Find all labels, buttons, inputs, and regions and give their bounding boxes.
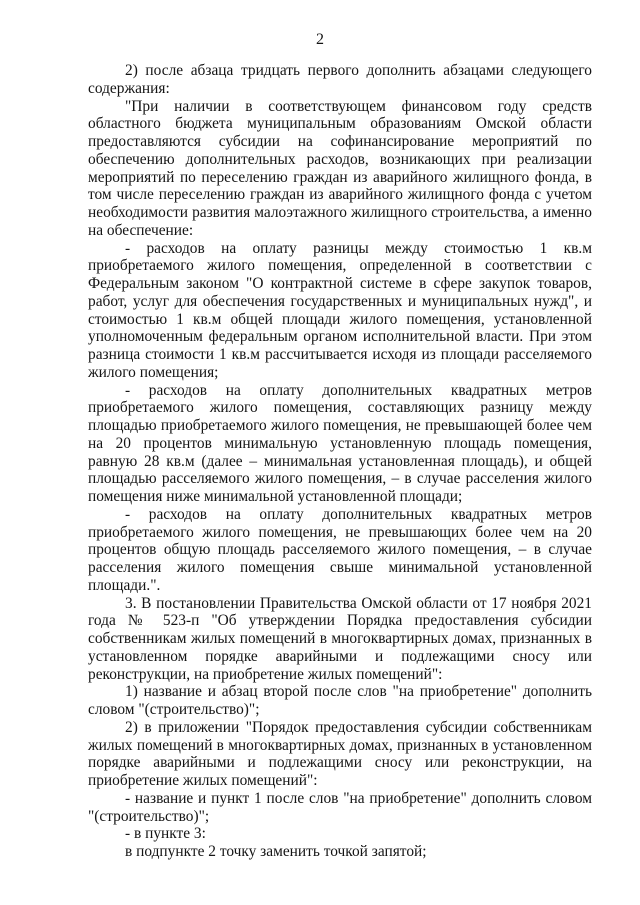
paragraph-2: "При наличии в соответствующем финансовом году средств областного бюджета муниципальным образованиям Омской области предоставляются субсидии на софинансирование мероприятий по обеспечению дополнительных расходов, возникающих при реализации мероприятий по переселению граждан из аварийного жилищного фонда, в том числе переселению граждан из аварийного жилищного фонда с учетом необходимости развития малоэтажного жилищного строительства, а именно на обеспечение: — [88, 97, 592, 239]
paragraph-3: - расходов на оплату разницы между стоимостью 1 кв.м приобретаемого жилого помещения, определенной в соответствии с Федеральным законом "О контрактной системе в сфере закупок товаров, работ, услуг для обеспечения государственных и муниципальных нужд", и стоимостью 1 кв.м общей площади жилого помещения, установленной уполномоченным федеральным органом исполнительной власти. При этом разница стоимости 1 кв.м рассчитывается исходя из площади расселяемого жилого помещения; — [88, 239, 592, 381]
paragraph-11: в подпункте 2 точку заменить точкой запятой; — [125, 843, 427, 860]
paragraph-8: 2) в приложении "Порядок предоставления субсидии собственникам жилых помещений в многоквартирных домах, признанных в установленном порядке аварийными и подлежащими сносу или реконструкции, на приобретение жилых помещений": — [88, 718, 592, 789]
paragraph-9: - название и пункт 1 после слов "на приобретение" дополнить словом "(строительство)"; — [88, 789, 592, 825]
page-number: 2 — [316, 31, 324, 48]
paragraph-4: - расходов на оплату дополнительных квадратных метров приобретаемого жилого помещения, составляющих разницу между площадью приобретаемого жилого помещения, не превышающей более чем на 20 процентов минимальную установленную площадь помещения, равную 28 кв.м (далее – минимальная установленная площадь), и общей площадью расселяемого жилого помещения, – в случае расселения жилого помещения ниже минимальной установленной площади; — [88, 381, 592, 505]
paragraph-5: - расходов на оплату дополнительных квадратных метров приобретаемого жилого помещения, не превышающих более чем на 20 процентов общую площадь расселяемого жилого помещения, – в случае расселения жилого помещения свыше минимальной установленной площади.". — [88, 505, 592, 594]
paragraph-7: 1) название и абзац второй после слов "на приобретение" дополнить словом "(строительство)"; — [88, 683, 592, 718]
paragraph-1: 2) после абзаца тридцать первого дополнить абзацами следующего содержания: — [88, 62, 592, 97]
paragraph-10: - в пункте 3: — [125, 825, 206, 843]
document-body — [88, 62, 592, 861]
paragraph-6: 3. В постановлении Правительства Омской области от 17 ноября 2021 года № 523-п "Об утверждении Порядка предоставления субсидии собственникам жилых помещений в многоквартирных домах, признанных в установленном порядке аварийными и подлежащими сносу или реконструкции, на приобретение жилых помещений": — [88, 594, 592, 683]
